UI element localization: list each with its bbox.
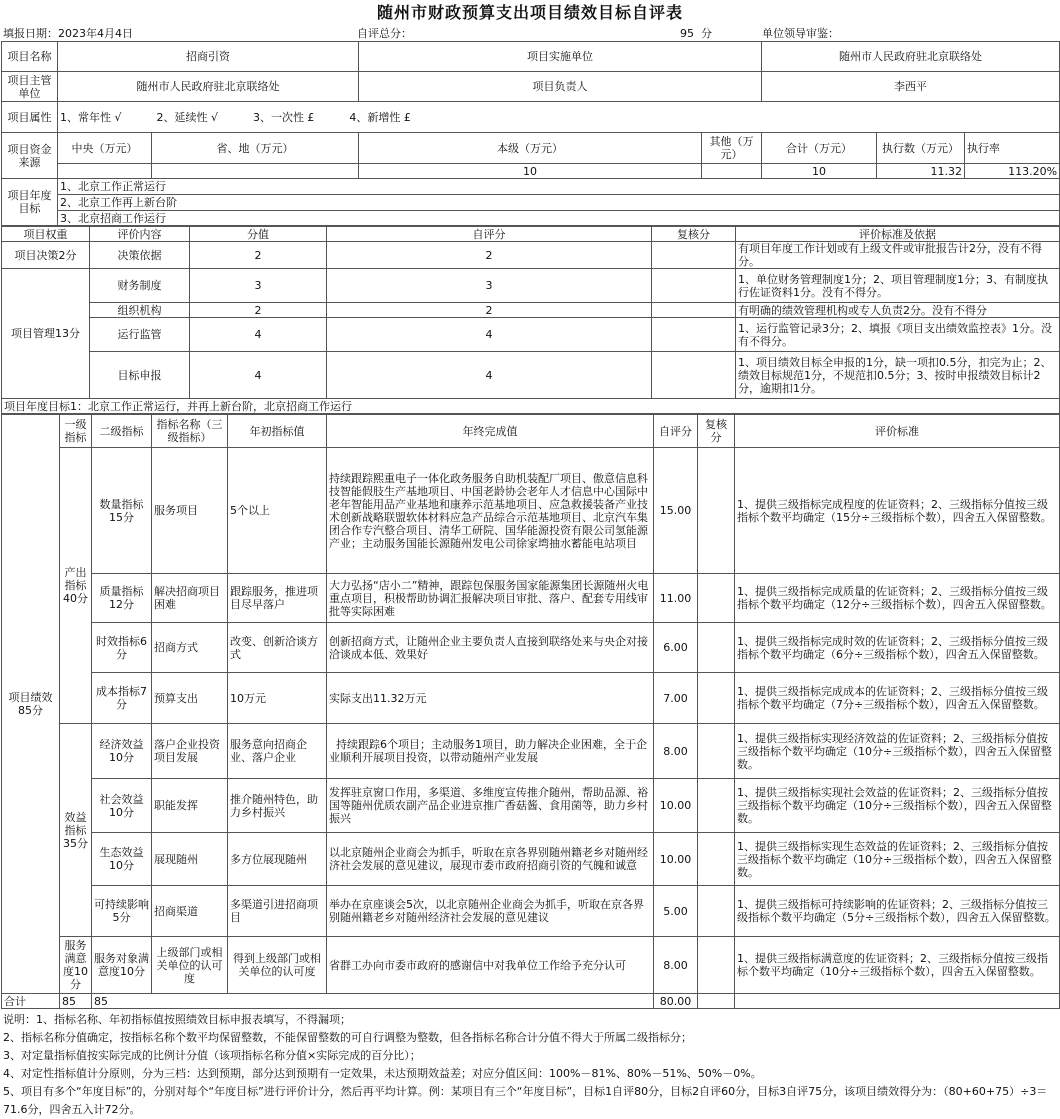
- mgmt-self-score: 2: [327, 242, 652, 269]
- perf-init: 服务意向招商企业、落户企业: [228, 724, 327, 779]
- perf-done: 发挥驻京窗口作用，多渠道、多维度宣传推介随州，帮助品源、裕国等随州优质农副产品企业进京推广香菇酱、食用菌等，助力乡村振兴: [327, 779, 654, 833]
- perf-criteria: 1、提供三级指标可持续影响的佐证资料；2、三级指标分值按三级指标个数平均确定（5分÷三级指标个数），四舍五入保留整数。: [735, 886, 1060, 937]
- mgmt-content: 决策依据: [90, 242, 190, 269]
- perf-l2: 经济效益10分: [92, 724, 152, 779]
- output-indicator-label: 产出指标40分: [60, 448, 92, 724]
- mgmt-header: 自评分: [327, 227, 652, 242]
- perf-header: 复核分: [698, 415, 735, 448]
- perf-l2: 成本指标7分: [92, 673, 152, 724]
- perf-criteria: 1、提供三级指标完成程度的佐证资料；2、三级指标分值按三级指标个数平均确定（15分÷三级指标个数），四舍五入保留整数。: [735, 448, 1060, 574]
- mgmt-header: 评价内容: [90, 227, 190, 242]
- performance-label: 项目绩效85分: [2, 415, 60, 994]
- funds-value: 11.32: [877, 164, 965, 179]
- perf-init: 10万元: [228, 673, 327, 724]
- mgmt-score: 2: [190, 242, 327, 269]
- total-score-unit: 分: [701, 27, 712, 40]
- perf-review: [698, 833, 735, 886]
- perf-header: 评价标准: [735, 415, 1060, 448]
- funds-header: 中央（万元）: [58, 133, 152, 164]
- perf-l3: 解决招商项目困难: [152, 574, 228, 623]
- mgmt-header: 复核分: [652, 227, 736, 242]
- perf-self: 5.00: [654, 886, 698, 937]
- perf-l3: 招商方式: [152, 623, 228, 673]
- funds-value: 113.20%: [965, 164, 1060, 179]
- perf-done: 大力弘扬“店小二”精神，跟踪包保服务国家能源集团长源随州火电重点项目，积极帮助协调汇报解决项目审批、落户、配套专用线审批等实际困难: [327, 574, 654, 623]
- perf-init: 改变、创新洽谈方式: [228, 623, 327, 673]
- perf-l2: 服务对象满意度10分: [92, 937, 152, 994]
- impl-unit: 随州市人民政府驻北京联络处: [762, 42, 1060, 72]
- perf-done: 持续跟踪熙重电子一体化政务服务自助机装配厂项目、傲意信息科技智能假肢生产基地项目、中国老龄协会老年人才信息中心国际中老年智能用品产业基地和康养示范基地项目、应急救援装备产业技术创新战略联盟软体材料应急产品综合示范基地项目、北京汽车集团合作专汽整合项目、清华工研院、国华能源投资有限公司氢能源产业；主动服务国能长源随州发电公司徐家塆抽水蓄能电站项目: [327, 448, 654, 574]
- perf-criteria: 1、提供三级指标完成质量的佐证资料；2、三级指标分值按三级指标个数平均确定（12分÷三级指标个数），四舍五入保留整数。: [735, 574, 1060, 623]
- perf-self: 8.00: [654, 724, 698, 779]
- perf-self: 11.00: [654, 574, 698, 623]
- total-criteria: [735, 994, 1060, 1009]
- mgmt-review-score: [652, 303, 736, 318]
- mgmt-criteria: 1、单位财务管理制度1分；2、项目管理制度1分；3、有制度执行佐证资料1分。没有不得分。: [736, 269, 1060, 303]
- perf-self: 6.00: [654, 623, 698, 673]
- perf-l2: 时效指标6分: [92, 623, 152, 673]
- performance-table: [1, 414, 1060, 1009]
- perf-l2: 数量指标15分: [92, 448, 152, 574]
- leader-sign: 单位领导审鉴：: [762, 27, 839, 40]
- perf-done: 省群工办向市委市政府的感谢信中对我单位工作给予充分认可: [327, 937, 654, 994]
- manager-label: 项目负责人: [359, 72, 762, 102]
- mgmt-content: 组织机构: [90, 303, 190, 318]
- perf-self: 15.00: [654, 448, 698, 574]
- perf-l3: 预算支出: [152, 673, 228, 724]
- perf-review: [698, 779, 735, 833]
- note-line: 说明：1、指标名称、年初指标值按照绩效目标申报表填写，不得漏项；: [3, 1013, 351, 1026]
- perf-l3: 落户企业投资项目发展: [152, 724, 228, 779]
- note-line: 5、项目有多个“年度目标”的，分别对每个“年度目标”进行评价计分，然后再平均计算。例：某项目有三个“年度目标”，目标1自评80分，目标2自评60分，目标3自评75分，该项目绩效得分为：（80+60+75）÷3＝71.6分，四舍五入计72分。: [3, 1085, 1048, 1116]
- supervisor: 随州市人民政府驻北京联络处: [58, 72, 359, 102]
- mgmt-self-score: 4: [327, 318, 652, 352]
- project-attributes: 1、常年性 √ 2、延续性 √ 3、一次性 £ 4、新增性 £: [58, 102, 1060, 133]
- funds-header: 本级（万元）: [359, 133, 702, 164]
- notes: [0, 1011, 1060, 1119]
- total-review: [698, 994, 735, 1009]
- perf-header: 自评分: [654, 415, 698, 448]
- perf-review: [698, 673, 735, 724]
- impl-unit-label: 项目实施单位: [359, 42, 762, 72]
- perf-header: 年终完成值: [327, 415, 654, 448]
- total-score-value: 95: [680, 27, 694, 40]
- funds-header: 执行数（万元）: [877, 133, 965, 164]
- perf-done: 以北京随州企业商会为抓手，听取在京各界别随州籍老乡对随州经济社会发展的意见建议，展现市委市政府招商引资的气魄和诚意: [327, 833, 654, 886]
- total-score-label: 自评总分：: [357, 27, 412, 40]
- mgmt-score: 2: [190, 303, 327, 318]
- perf-header: 二级指标: [92, 415, 152, 448]
- perf-review: [698, 623, 735, 673]
- perf-criteria: 1、提供三级指标满意度的佐证资料；2、三级指标分值按三级指标个数平均确定（10分÷三级指标个数），四舍五入保留整数。: [735, 937, 1060, 994]
- management-table: [1, 226, 1060, 414]
- mgmt-header: 评价标准及依据: [736, 227, 1060, 242]
- perf-init: 多渠道引进招商项目: [228, 886, 327, 937]
- mgmt-self-score: 4: [327, 352, 652, 399]
- mgmt-review-score: [652, 318, 736, 352]
- perf-done: 举办在京座谈会5次，以北京随州企业商会为抓手，听取在京各界别随州籍老乡对随州经济社会发展的意见建议: [327, 886, 654, 937]
- mgmt-review-score: [652, 242, 736, 269]
- funds-label: 项目资金来源: [2, 133, 58, 179]
- total-b: 85: [92, 994, 654, 1009]
- perf-criteria: 1、提供三级指标实现生态效益的佐证资料；2、三级指标分值按三级指标个数平均确定（10分÷三级指标个数），四舍五入保留整数。: [735, 833, 1060, 886]
- funds-value: 10: [762, 164, 877, 179]
- mgmt-header: 项目权重: [2, 227, 90, 242]
- perf-review: [698, 886, 735, 937]
- mgmt-review-score: [652, 352, 736, 399]
- page-title: 随州市财政预算支出项目绩效目标自评表: [376, 3, 683, 22]
- mgmt-content: 财务制度: [90, 269, 190, 303]
- perf-l2: 生态效益10分: [92, 833, 152, 886]
- perf-header: 一级指标: [60, 415, 92, 448]
- perf-done: 持续跟踪6个项目；主动服务1项目，助力解决企业困难，全于企业顺利开展项目投资，以带动随州产业发展: [327, 724, 654, 779]
- perf-init: 5个以上: [228, 448, 327, 574]
- perf-init: 得到上级部门或相关单位的认可度: [228, 937, 327, 994]
- funds-header: 执行率: [965, 133, 1060, 164]
- perf-self: 10.00: [654, 833, 698, 886]
- mgmt-criteria: 有项目年度工作计划或有上级文件或审批报告计2分，没有不得分。: [736, 242, 1060, 269]
- benefit-indicator-label: 效益指标35分: [60, 724, 92, 937]
- perf-l2: 可持续影响5分: [92, 886, 152, 937]
- mgmt-score: 4: [190, 352, 327, 399]
- supervisor-label: 项目主管单位: [2, 72, 58, 102]
- funds-header: 合计（万元）: [762, 133, 877, 164]
- annual-goal-item: 1、北京工作正常运行: [58, 179, 1060, 195]
- perf-self: 10.00: [654, 779, 698, 833]
- management-label: 项目管理13分: [2, 269, 90, 399]
- perf-self: 7.00: [654, 673, 698, 724]
- perf-review: [698, 448, 735, 574]
- perf-init: 多方位展现随州: [228, 833, 327, 886]
- perf-init: 推介随州特色，助力乡村振兴: [228, 779, 327, 833]
- total-label: 合计: [2, 994, 60, 1009]
- perf-criteria: 1、提供三级指标实现经济效益的佐证资料；2、三级指标分值按三级指标个数平均确定（10分÷三级指标个数），四舍五入保留整数。: [735, 724, 1060, 779]
- perf-l3: 招商渠道: [152, 886, 228, 937]
- funds-header: 省、地（万元）: [152, 133, 359, 164]
- annual-goals-label: 项目年度目标: [2, 179, 58, 226]
- mgmt-content: 目标申报: [90, 352, 190, 399]
- mgmt-header: 分值: [190, 227, 327, 242]
- decision-label: 项目决策2分: [2, 242, 90, 269]
- perf-review: [698, 937, 735, 994]
- perf-header: 年初指标值: [228, 415, 327, 448]
- perf-review: [698, 574, 735, 623]
- note-line: 3、对定量指标值按实际完成的比例计分值（该项指标名称分值×实际完成的百分比）；: [3, 1049, 421, 1062]
- perf-l2: 质量指标12分: [92, 574, 152, 623]
- perf-l3: 展现随州: [152, 833, 228, 886]
- attr-label: 项目属性: [2, 102, 58, 133]
- total-self: 80.00: [654, 994, 698, 1009]
- funds-value: [58, 164, 152, 179]
- manager: 李西平: [762, 72, 1060, 102]
- mgmt-criteria: 1、项目绩效目标全申报的1分，缺一项扣0.5分，扣完为止；2、绩效目标规范1分，不规范扣0.5分；3、按时申报绩效目标计2分，逾期扣1分。: [736, 352, 1060, 399]
- perf-done: 创新招商方式，让随州企业主要负责人直接到联络处来与央企对接洽谈成本低、效果好: [327, 623, 654, 673]
- total-a: 85: [60, 994, 92, 1009]
- funds-value: 10: [359, 164, 702, 179]
- perf-criteria: 1、提供三级指标完成成本的佐证资料；2、三级指标分值按三级指标个数平均确定（7分÷三级指标个数），四舍五入保留整数。: [735, 673, 1060, 724]
- mgmt-self-score: 2: [327, 303, 652, 318]
- info-table: [1, 41, 1060, 226]
- perf-init: 跟踪服务，推进项目尽早落户: [228, 574, 327, 623]
- mgmt-score: 3: [190, 269, 327, 303]
- perf-review: [698, 724, 735, 779]
- project-name: 招商引资: [58, 42, 359, 72]
- perf-criteria: 1、提供三级指标完成时效的佐证资料；2、三级指标分值按三级指标个数平均确定（6分÷三级指标个数），四舍五入保留整数。: [735, 623, 1060, 673]
- fill-date: 填报日期：2023年4月4日: [3, 27, 133, 40]
- perf-self: 8.00: [654, 937, 698, 994]
- annual-goal-item: 3、北京招商工作运行: [58, 211, 1060, 226]
- perf-l3: 上级部门或相关单位的认可度: [152, 937, 228, 994]
- note-line: 2、指标名称分值确定，按指标名称个数平均保留整数，不能保留整数的可自行调整为整数，但各指标名称合计分值不得大于所属二级指标分；: [3, 1031, 692, 1044]
- perf-done: 实际支出11.32万元: [327, 673, 654, 724]
- funds-value: [152, 164, 359, 179]
- funds-header: 其他（万元）: [702, 133, 762, 164]
- note-line: 4、对定性指标值计分原则，分为三档：达到预期，部分达到预期有一定效果，未达预期效益差；对应分值区间：100%－81%、80%－51%、50%－0%。: [3, 1067, 762, 1080]
- perf-l3: 职能发挥: [152, 779, 228, 833]
- header-meta: [0, 26, 1060, 41]
- goal1-row: 项目年度目标1：北京工作正常运行，并再上新台阶，北京招商工作运行: [2, 399, 1060, 414]
- mgmt-score: 4: [190, 318, 327, 352]
- mgmt-content: 运行监管: [90, 318, 190, 352]
- funds-value: [702, 164, 762, 179]
- perf-l3: 服务项目: [152, 448, 228, 574]
- annual-goal-item: 2、北京工作再上新台阶: [58, 195, 1060, 211]
- perf-header: 指标名称（三级指标）: [152, 415, 228, 448]
- perf-criteria: 1、提供三级指标实现社会效益的佐证资料；2、三级指标分值按三级指标个数平均确定（10分÷三级指标个数），四舍五入保留整数。: [735, 779, 1060, 833]
- perf-l2: 社会效益10分: [92, 779, 152, 833]
- mgmt-criteria: 有明确的绩效管理机构或专人负责2分。没有不得分: [736, 303, 1060, 318]
- mgmt-self-score: 3: [327, 269, 652, 303]
- mgmt-criteria: 1、运行监管记录3分；2、填报《项目支出绩效监控表》1分。没有不得分。: [736, 318, 1060, 352]
- mgmt-review-score: [652, 269, 736, 303]
- project-name-label: 项目名称: [2, 42, 58, 72]
- service-indicator-label: 服务满意度10分: [60, 937, 92, 994]
